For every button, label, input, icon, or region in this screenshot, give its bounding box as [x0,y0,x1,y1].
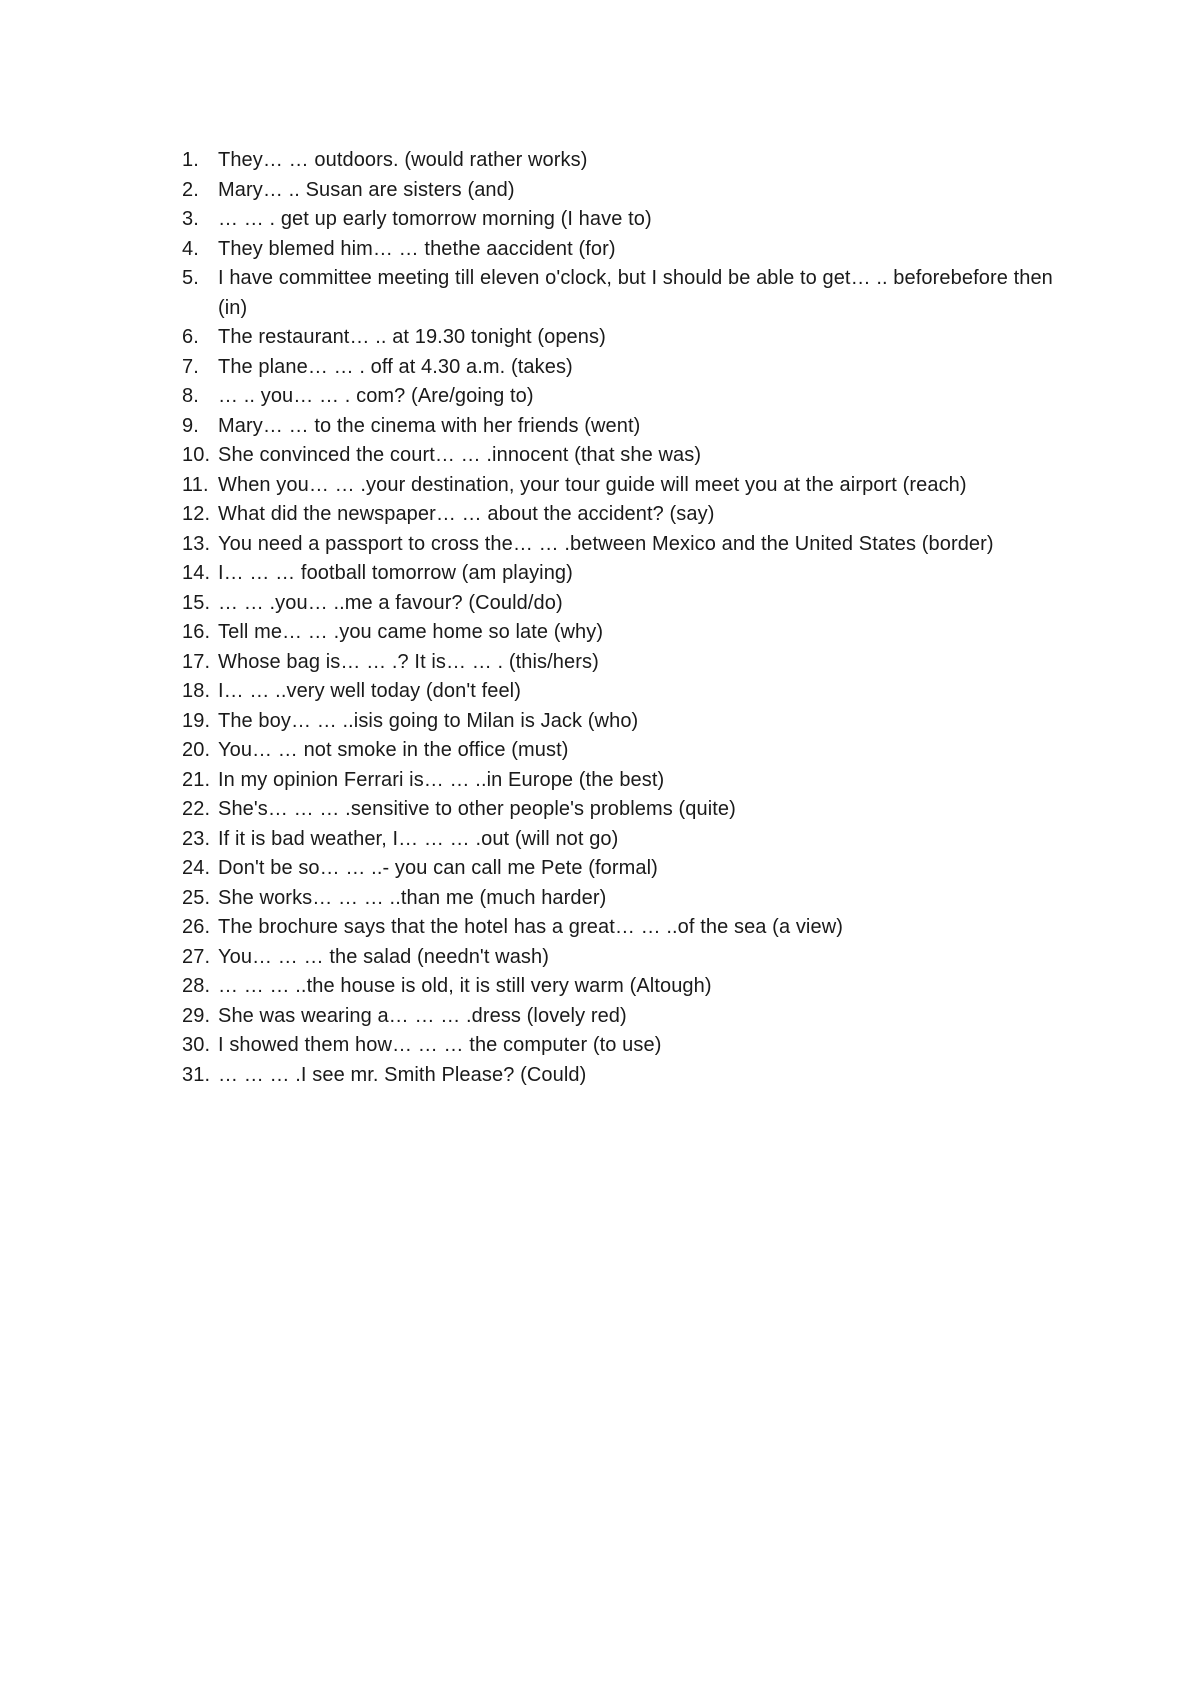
list-item [182,530,1062,560]
list-item [182,648,1062,678]
item-text: Tell me… … .you came home so late (why) [218,621,604,643]
item-text: … .. you… … . com? (Are/going to) [218,385,534,407]
item-text: … … … .I see mr. Smith Please? (Could) [218,1063,587,1086]
item-number: 7. [182,355,199,378]
item-number: 20. [182,739,211,761]
item-text: Mary… .. Susan are sisters (and) [218,178,515,201]
list-item [182,146,1062,176]
item-text: The brochure says that the hotel has a great… … ..of the sea (a view) [218,916,843,938]
list-item [182,707,1062,737]
item-number: 5. [182,267,199,289]
item-number: 14. [182,562,211,584]
item-number: 27. [182,945,211,968]
list-item [182,412,1062,442]
item-text: She's… … … .sensitive to other people's problems (quite) [218,798,736,820]
item-text: You… … not smoke in the office (must) [218,739,569,761]
item-text: … … … ..the house is old, it is still very warm (Altough) [218,975,712,997]
item-text: She convinced the court… … .innocent (that she was) [218,444,702,466]
item-number: 6. [182,326,199,348]
item-number: 30. [182,1034,211,1056]
list-item [182,618,1062,648]
item-text: The plane… … . off at 4.30 a.m. (takes) [218,355,573,378]
list-item [182,264,1062,323]
item-number: 11. [182,473,209,496]
item-number: 24. [182,857,211,879]
item-text: The restaurant… .. at 19.30 tonight (opens) [218,326,606,348]
item-number: 4. [182,237,199,260]
item-text: In my opinion Ferrari is… … ..in Europe (the best) [218,768,665,791]
list-item [182,795,1062,825]
list-item [182,1002,1062,1032]
item-number: 8. [182,385,199,407]
list-item [182,884,1062,914]
item-text: She works… … … ..than me (much harder) [218,886,607,909]
item-number: 31. [182,1063,211,1086]
item-number: 26. [182,916,211,938]
list-item [182,471,1062,501]
exercise-list [182,146,1062,1090]
item-number: 16. [182,621,211,643]
list-item [182,766,1062,796]
list-item [182,589,1062,619]
item-number: 19. [182,709,211,732]
item-text: When you… … .your destination, your tour guide will meet you at the airport (reach) [218,473,967,496]
item-text: What did the newspaper… … about the accident? (say) [218,503,715,525]
list-item [182,972,1062,1002]
list-item [182,323,1062,353]
item-text: I showed them how… … … the computer (to use) [218,1034,662,1056]
item-text: Don't be so… … ..- you can call me Pete (formal) [218,857,658,879]
item-text: Whose bag is… … .? It is… … . (this/hers) [218,650,599,673]
list-item [182,825,1062,855]
item-number: 23. [182,827,211,850]
item-text: They blemed him… … thethe aaccident (for) [218,237,616,260]
item-number: 13. [182,532,211,555]
list-item [182,441,1062,471]
item-text: I… … … football tomorrow (am playing) [218,562,573,584]
item-text: … … . get up early tomorrow morning (I have to) [218,208,652,230]
item-text: You need a passport to cross the… … .between Mexico and the United States (border) [218,532,994,555]
item-text: I have committee meeting till eleven o'clock, but I should be able to get… .. beforebefore then (in) [218,267,1053,319]
list-item [182,559,1062,589]
item-text: … … .you… ..me a favour? (Could/do) [218,591,563,614]
item-text: They… … outdoors. (would rather works) [218,149,588,171]
list-item [182,382,1062,412]
list-item [182,1061,1062,1091]
item-text: Mary… … to the cinema with her friends (went) [218,414,641,437]
list-item [182,176,1062,206]
item-text: The boy… … ..isis going to Milan is Jack (who) [218,709,639,732]
list-item [182,353,1062,383]
item-number: 1. [182,149,199,171]
item-number: 28. [182,975,211,997]
list-item [182,943,1062,973]
item-text: I… … ..very well today (don't feel) [218,680,521,702]
item-number: 9. [182,414,199,437]
item-number: 12. [182,503,211,525]
item-number: 25. [182,886,211,909]
list-item [182,913,1062,943]
item-number: 15. [182,591,211,614]
item-number: 21. [182,768,211,791]
item-text: She was wearing a… … … .dress (lovely red) [218,1004,627,1027]
list-item [182,500,1062,530]
item-number: 18. [182,680,211,702]
list-item [182,235,1062,265]
item-number: 22. [182,798,211,820]
list-item [182,1031,1062,1061]
item-text: You… … … the salad (needn't wash) [218,945,550,968]
list-item [182,677,1062,707]
list-item [182,736,1062,766]
item-number: 10. [182,444,211,466]
list-item [182,854,1062,884]
item-number: 2. [182,178,199,201]
item-text: If it is bad weather, I… … … .out (will not go) [218,827,619,850]
item-number: 3. [182,208,199,230]
item-number: 17. [182,650,211,673]
item-number: 29. [182,1004,211,1027]
list-item [182,205,1062,235]
